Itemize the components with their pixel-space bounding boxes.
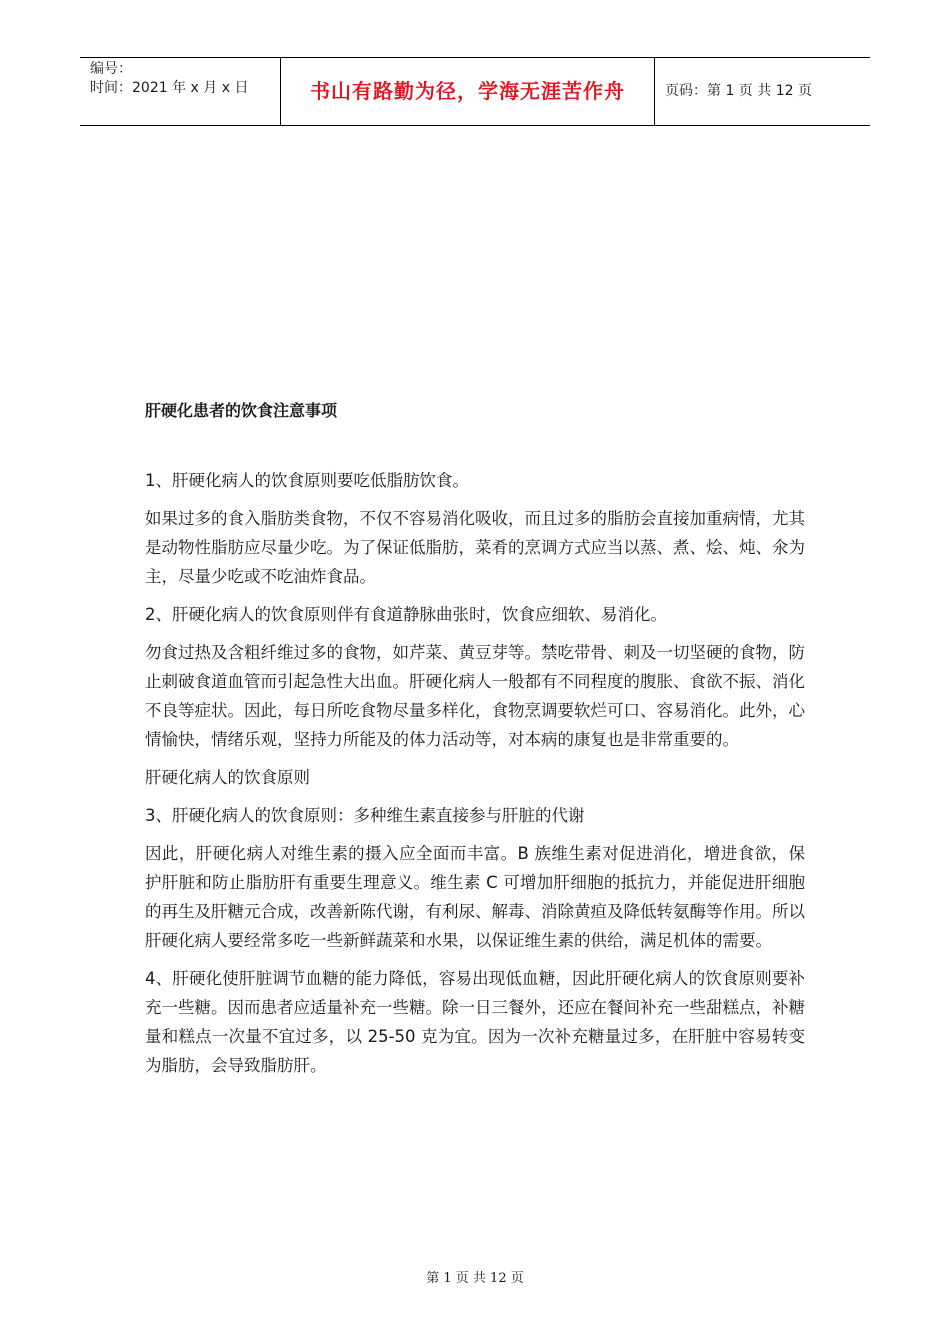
- page-info: 页码：第 1 页 共 12 页: [665, 83, 812, 99]
- document-body: [145, 398, 805, 1089]
- paragraph-body-3: 因此，肝硬化病人对维生素的摄入应全面而丰富。B 族维生素对促进消化，增进食欲，保护肝脏和防止脂肪肝有重要生理意义。维生素 C 可增加肝细胞的抵抗力，并能促进肝细胞的再生及肝糖元合成，改善新陈代谢，有利尿、解毒、消除黄疸及降低转氨酶等作用。所以肝硬化病人要经常多吃一些新鲜蔬菜和水果，以保证维生素的供给，满足机体的需要。: [145, 844, 805, 950]
- document-title: 肝硬化患者的饮食注意事项: [145, 401, 338, 420]
- paragraph-heading-1: 1、肝硬化病人的饮食原则要吃低脂肪饮食。: [145, 471, 469, 490]
- header-page-cell: [655, 58, 870, 125]
- paragraph-heading-3: 3、肝硬化病人的饮食原则：多种维生素直接参与肝脏的代谢: [145, 806, 585, 825]
- paragraph-heading-4: 4、肝硬化使肝脏调节血糖的能力降低，容易出现低血糖，因此肝硬化病人的饮食原则要补充一些糖。因而患者应适量补充一些糖。除一日三餐外，还应在餐间补充一些甜糕点，补糖量和糕点一次量不宜过多，以 25-50 克为宜。因为一次补充糖量过多，在肝脏中容易转变为脂肪，会导致脂肪肝。: [145, 969, 805, 1075]
- document-time-label: 时间：2021 年 x 月 x 日: [90, 80, 249, 96]
- paragraph-body-1: 如果过多的食入脂肪类食物，不仅不容易消化吸收，而且过多的脂肪会直接加重病情，尤其是动物性脂肪应尽量少吃。为了保证低脂肪，菜肴的烹调方式应当以蒸、煮、烩、炖、氽为主，尽量少吃或不吃油炸食品。: [145, 509, 805, 586]
- document-number-label: 编号：: [90, 61, 132, 77]
- paragraph-subtitle: 肝硬化病人的饮食原则: [145, 768, 310, 787]
- document-header: [80, 57, 870, 126]
- page-footer: 第 1 页 共 12 页: [426, 1271, 524, 1286]
- paragraph-body-2: 勿食过热及含粗纤维过多的食物，如芹菜、黄豆芽等。禁吃带骨、刺及一切坚硬的食物，防止刺破食道血管而引起急性大出血。肝硬化病人一般都有不同程度的腹胀、食欲不振、消化不良等症状。因此，每日所吃食物尽量多样化，食物烹调要软烂可口、容易消化。此外，心情愉快，情绪乐观，坚持力所能及的体力活动等，对本病的康复也是非常重要的。: [145, 643, 805, 749]
- header-meta-cell: [80, 58, 281, 125]
- header-motto-cell: [281, 58, 655, 125]
- motto-text: 书山有路勤为径，学海无涯苦作舟: [310, 79, 625, 103]
- paragraph-heading-2: 2、肝硬化病人的饮食原则伴有食道静脉曲张时，饮食应细软、易消化。: [145, 605, 667, 624]
